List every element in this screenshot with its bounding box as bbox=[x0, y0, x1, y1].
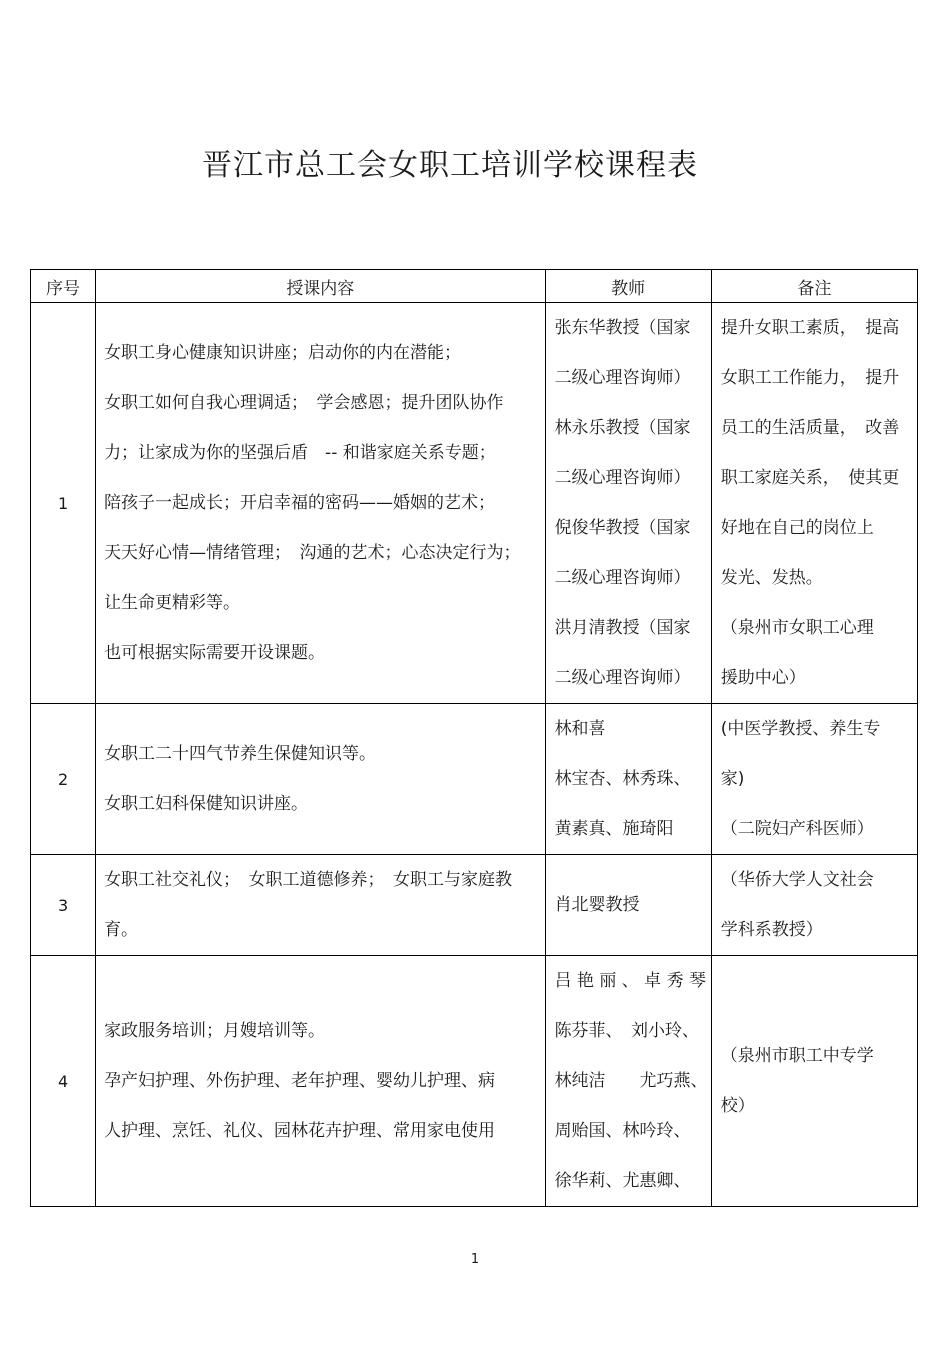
table-header-row bbox=[31, 270, 918, 303]
cell-line: 陈芬菲、 刘小玲、 bbox=[554, 1021, 700, 1041]
teacher-list bbox=[545, 956, 711, 1207]
cell-line: 二级心理咨询师） bbox=[554, 468, 691, 488]
cell-lines bbox=[546, 704, 711, 854]
cell-line: 林宝杏、林秀珠、 bbox=[554, 769, 691, 789]
cell-line: 女职工二十四气节养生保健知识等。 bbox=[104, 744, 377, 764]
table-row bbox=[31, 303, 918, 704]
cell-line: 黄素真、施琦阳 bbox=[554, 819, 674, 839]
cell-line: 孕产妇护理、外伤护理、老年护理、婴幼儿护理、病 bbox=[104, 1071, 496, 1091]
cell-lines bbox=[546, 956, 711, 1206]
course-content bbox=[96, 704, 546, 855]
cell-line: 天天好心情—情绪管理； 沟通的艺术；心态决定行为； bbox=[104, 543, 521, 563]
header-teacher: 教师 bbox=[545, 270, 711, 303]
cell-line: 倪俊华教授（国家 bbox=[554, 518, 691, 538]
cell-line: 吕 艳 丽 、 卓 秀 琴 bbox=[554, 971, 706, 991]
remark bbox=[711, 956, 917, 1207]
teacher-list bbox=[545, 303, 711, 704]
row-number: 1 bbox=[31, 303, 96, 704]
page-title: 晋江市总工会女职工培训学校课程表 bbox=[202, 148, 698, 183]
row-number: 4 bbox=[31, 956, 96, 1207]
cell-line: （华侨大学人文社会 bbox=[720, 870, 874, 890]
remark bbox=[711, 303, 917, 704]
course-content bbox=[96, 303, 546, 704]
cell-line: 也可根据实际需要开设课题。 bbox=[104, 643, 326, 663]
cell-line: 周贻国、林吟玲、 bbox=[554, 1121, 691, 1141]
cell-lines bbox=[712, 303, 917, 703]
table-row bbox=[31, 855, 918, 956]
cell-line: 陪孩子一起成长；开启幸福的密码——婚姻的艺术； bbox=[104, 493, 496, 513]
cell-line: 女职工妇科保健知识讲座。 bbox=[104, 794, 309, 814]
cell-line: 好地在自己的岗位上 bbox=[720, 518, 874, 538]
course-schedule-table bbox=[30, 269, 918, 1207]
teacher-list bbox=[545, 704, 711, 855]
cell-lines bbox=[712, 1031, 917, 1131]
page-number: 1 bbox=[470, 1252, 480, 1267]
cell-line: 林永乐教授（国家 bbox=[554, 418, 691, 438]
cell-line: 女职工工作能力， 提升 bbox=[720, 368, 900, 388]
course-content bbox=[96, 855, 546, 956]
row-number: 3 bbox=[31, 855, 96, 956]
cell-lines bbox=[546, 880, 711, 930]
cell-line: 洪月清教授（国家 bbox=[554, 618, 691, 638]
cell-line: （二院妇产科医师） bbox=[720, 819, 874, 839]
cell-line: 二级心理咨询师） bbox=[554, 368, 691, 388]
cell-lines bbox=[712, 704, 917, 854]
cell-line: 家政服务培训；月嫂培训等。 bbox=[104, 1021, 326, 1041]
cell-line: 女职工社交礼仪； 女职工道德修养； 女职工与家庭教 bbox=[104, 870, 513, 890]
cell-line: 林和喜 bbox=[554, 719, 606, 739]
cell-line: 员工的生活质量， 改善 bbox=[720, 418, 900, 438]
cell-line: 二级心理咨询师） bbox=[554, 668, 691, 688]
cell-line: 张东华教授（国家 bbox=[554, 318, 691, 338]
header-note: 备注 bbox=[711, 270, 917, 303]
cell-line: 育。 bbox=[104, 920, 139, 940]
cell-line: 家) bbox=[720, 769, 745, 789]
table-row bbox=[31, 704, 918, 855]
cell-lines bbox=[96, 1006, 545, 1156]
cell-lines bbox=[712, 855, 917, 955]
cell-line: 人护理、烹饪、礼仪、园林花卉护理、常用家电使用 bbox=[104, 1121, 496, 1141]
teacher-list bbox=[545, 855, 711, 956]
row-number: 2 bbox=[31, 704, 96, 855]
cell-line: 校） bbox=[720, 1096, 755, 1116]
remark bbox=[711, 855, 917, 956]
cell-line: (中医学教授、养生专 bbox=[720, 719, 881, 739]
cell-line: 职工家庭关系， 使其更 bbox=[720, 468, 900, 488]
table-row bbox=[31, 956, 918, 1207]
cell-line: 发光、发热。 bbox=[720, 568, 823, 588]
cell-line: 提升女职工素质， 提高 bbox=[720, 318, 900, 338]
cell-line: 援助中心） bbox=[720, 668, 806, 688]
cell-line: 二级心理咨询师） bbox=[554, 568, 691, 588]
cell-lines bbox=[96, 328, 545, 678]
cell-line: 林纯洁 尤巧燕、 bbox=[554, 1071, 708, 1091]
cell-line: 徐华莉、尤惠卿、 bbox=[554, 1171, 691, 1191]
cell-line: 力；让家成为你的坚强后盾 -- 和谐家庭关系专题； bbox=[104, 443, 496, 463]
cell-line: 让生命更精彩等。 bbox=[104, 593, 241, 613]
cell-line: 肖北婴教授 bbox=[554, 895, 640, 915]
remark bbox=[711, 704, 917, 855]
cell-line: （泉州市女职工心理 bbox=[720, 618, 874, 638]
cell-line: 女职工身心健康知识讲座；启动你的内在潜能； bbox=[104, 343, 462, 363]
cell-line: 学科系教授） bbox=[720, 920, 823, 940]
cell-lines bbox=[96, 855, 545, 955]
cell-line: （泉州市职工中专学 bbox=[720, 1046, 874, 1066]
cell-line: 女职工如何自我心理调适； 学会感恩；提升团队协作 bbox=[104, 393, 504, 413]
header-no: 序号 bbox=[31, 270, 96, 303]
header-content: 授课内容 bbox=[96, 270, 546, 303]
cell-lines bbox=[96, 729, 545, 829]
course-content bbox=[96, 956, 546, 1207]
cell-lines bbox=[546, 303, 711, 703]
